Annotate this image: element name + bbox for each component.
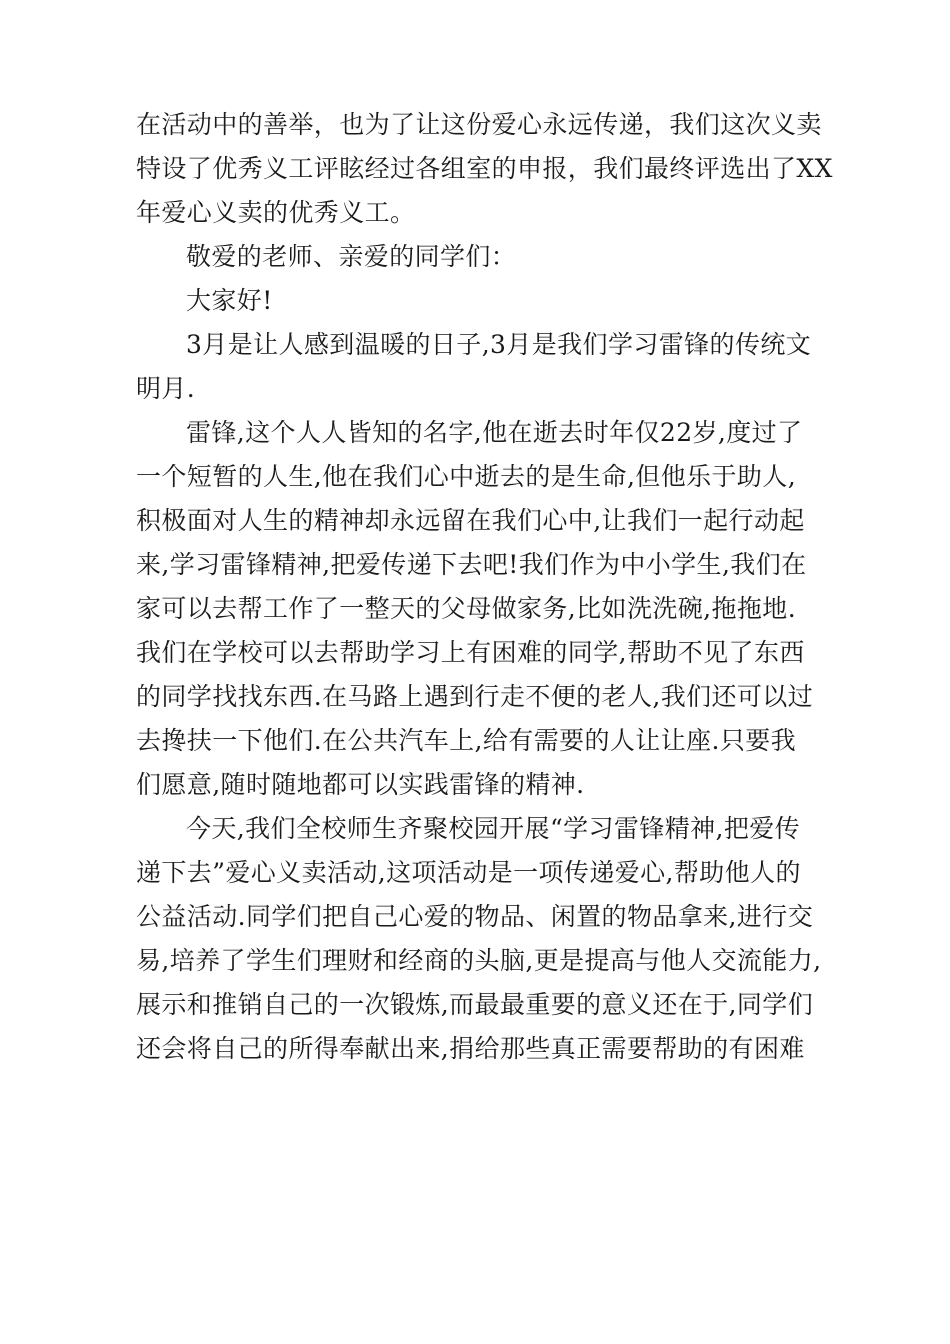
- paragraph: [136, 103, 836, 235]
- text-line: 家可以去帮工作了一整天的父母做家务,比如洗洗碗,拖拖地.: [136, 594, 797, 623]
- text-line: 我们在学校可以去帮助学习上有困难的同学,帮助不见了东西: [136, 638, 805, 667]
- document-body: [136, 103, 836, 1071]
- text-line: 今天,我们全校师生齐聚校园开展“学习雷锋精神,把爱传: [186, 814, 801, 843]
- text-line: 还会将自己的所得奉献出来,捐给那些真正需要帮助的有困难: [136, 1034, 805, 1063]
- text-line: 们愿意,随时随地都可以实践雷锋的精神.: [136, 770, 585, 799]
- text-line: 易,培养了学生们理财和经商的头脑,更是提高与他人交流能力,: [136, 946, 822, 975]
- text-line: 雷锋,这个人人皆知的名字,他在逝去时年仅22岁,度过了: [186, 418, 803, 447]
- text-line: 展示和推销自己的一次锻炼,而最最重要的意义还在于,同学们: [136, 990, 814, 1019]
- paragraph: [136, 411, 836, 807]
- greeting: [136, 279, 836, 323]
- text-line: 递下去”爱心义卖活动,这项活动是一项传递爱心,帮助他人的: [136, 858, 801, 887]
- text-line: 敬爱的老师、亲爱的同学们：: [186, 242, 517, 271]
- text-line: 特设了优秀义工评眩经过各组室的申报，我们最终评选出了XX: [136, 154, 833, 183]
- text-line: 来,学习雷锋精神,把爱传递下去吧!我们作为中小学生,我们在: [136, 550, 807, 579]
- text-line: 大家好!: [186, 286, 273, 315]
- text-line: 一个短暂的人生,他在我们心中逝去的是生命,但他乐于助人,: [136, 462, 797, 491]
- text-line: 年爱心义卖的优秀义工。: [136, 198, 416, 227]
- paragraph: [136, 807, 836, 1071]
- text-line: 在活动中的善举，也为了让这份爱心永远传递，我们这次义卖: [136, 110, 822, 139]
- paragraph: [136, 323, 836, 411]
- salutation: [136, 235, 836, 279]
- text-line: 3月是让人感到温暖的日子,3月是我们学习雷锋的传统文: [186, 330, 812, 359]
- text-line: 去搀扶一下他们.在公共汽车上,给有需要的人让让座.只要我: [136, 726, 797, 755]
- text-line: 的同学找找东西.在马路上遇到行走不便的老人,我们还可以过: [136, 682, 814, 711]
- text-line: 明月.: [136, 374, 196, 403]
- text-line: 积极面对人生的精神却永远留在我们心中,让我们一起行动起: [136, 506, 805, 535]
- text-line: 公益活动.同学们把自己心爱的物品、闲置的物品拿来,进行交: [136, 902, 814, 931]
